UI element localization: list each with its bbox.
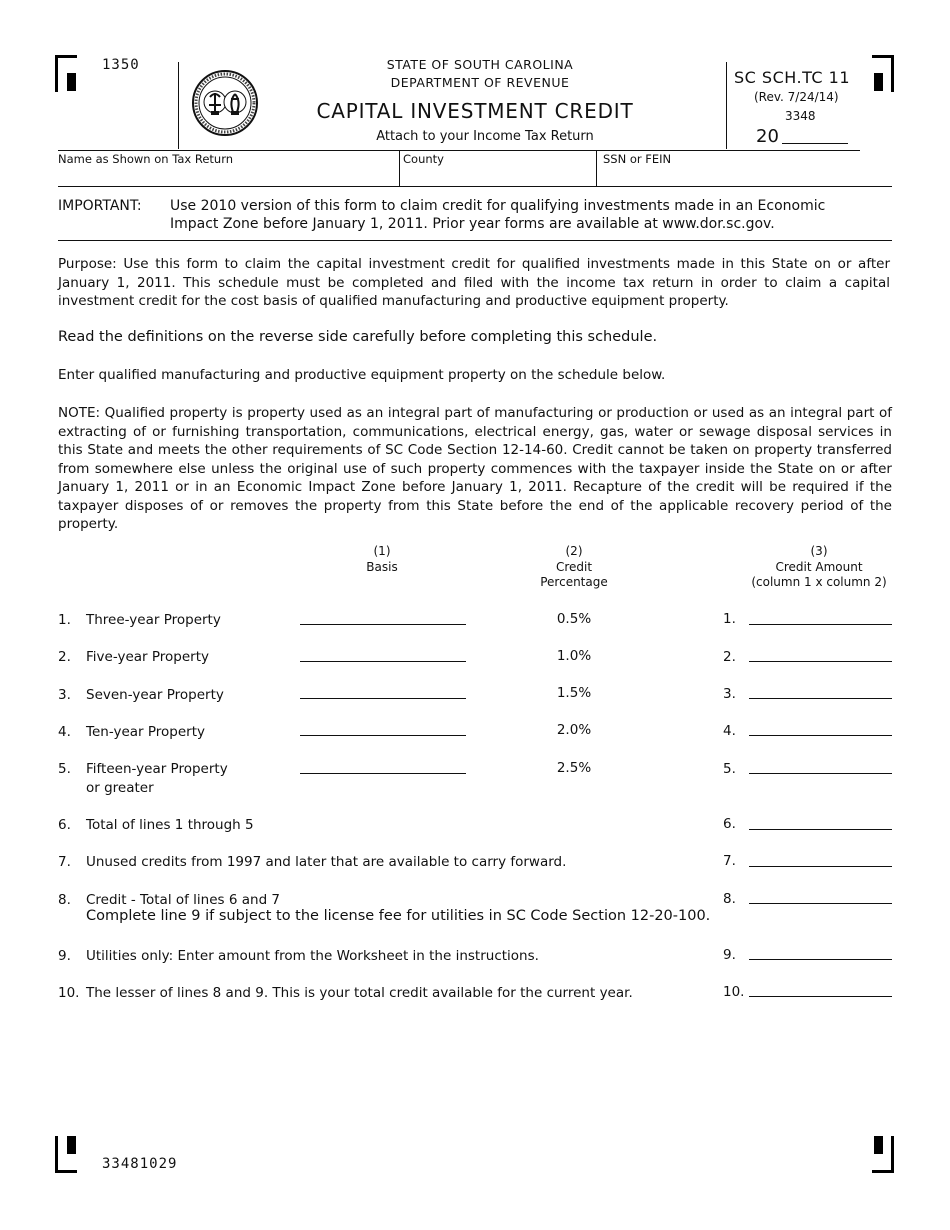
department-name: DEPARTMENT OF REVENUE: [390, 75, 570, 90]
line-4-amount-field[interactable]: [749, 735, 892, 736]
column-3-number: (3): [810, 544, 828, 558]
column-2-label-1: Credit: [555, 559, 593, 574]
line-6-label: Total of lines 1 through 5: [86, 817, 254, 833]
line-6-amount-number: 6.: [723, 816, 736, 832]
line-2-amount-field[interactable]: [749, 661, 892, 662]
fields-bottom-rule: [58, 186, 892, 187]
line-9-amount-field[interactable]: [749, 959, 892, 960]
important-rule: [58, 240, 892, 241]
line-3-basis-field[interactable]: [300, 698, 466, 699]
line-8-label: Credit - Total of lines 6 and 7: [86, 892, 281, 908]
header-divider-left: [178, 62, 179, 149]
line-5-basis-field[interactable]: [300, 773, 466, 774]
sequence-number-top: 1350: [102, 57, 140, 73]
county-field[interactable]: [403, 166, 593, 185]
line-3-percentage: 1.5%: [556, 685, 592, 701]
form-title: CAPITAL INVESTMENT CREDIT: [316, 99, 634, 123]
purpose-text: Purpose: Use this form to claim the capital investment credit for qualified investments made in this State on or after January 1, 2011. This schedule must be completed and filed with the income tax return in order to claim a capital investment credit for the cost basis of qualified manufacturing and productive equipment property.: [58, 256, 890, 309]
line-8-amount-number: 8.: [723, 891, 736, 907]
line-4-percentage: 2.0%: [556, 722, 592, 738]
column-1-number: (1): [373, 544, 391, 558]
sc-state-seal-icon: [191, 69, 259, 137]
column-2-header: [514, 544, 634, 591]
line-2-amount-number: 2.: [723, 649, 736, 665]
line-3-label: Seven-year Property: [86, 687, 224, 703]
tax-year-field[interactable]: [782, 143, 848, 144]
line-5-label-continued: or greater: [86, 780, 154, 796]
line-5-percentage: 2.5%: [556, 760, 592, 776]
ssn-field[interactable]: [603, 166, 889, 185]
column-3-label-2: (column 1 x column 2): [751, 575, 887, 589]
line-1-amount-field[interactable]: [749, 624, 892, 625]
line-9-amount-number: 9.: [723, 947, 736, 963]
line-5-amount-number: 5.: [723, 761, 736, 777]
line-1-basis-field[interactable]: [300, 624, 466, 625]
attach-instruction: Attach to your Income Tax Return: [376, 129, 594, 144]
important-label: IMPORTANT:: [58, 198, 142, 214]
important-text-line2: Impact Zone before January 1, 2011. Prior year forms are available at www.dor.sc.gov.: [170, 216, 775, 232]
column-3-label-1: Credit Amount: [775, 559, 863, 574]
county-field-label: County: [403, 152, 444, 166]
column-2-label-2: Percentage: [540, 575, 608, 589]
line-4-basis-field[interactable]: [300, 735, 466, 736]
column-1-label: Basis: [366, 559, 398, 574]
line-5-amount-field[interactable]: [749, 773, 892, 774]
line-8-instruction: Complete line 9 if subject to the license fee for utilities in SC Code Section 12-20-100.: [86, 908, 711, 924]
line-9-label: Utilities only: Enter amount from the Worksheet in the instructions.: [86, 948, 539, 964]
name-field-label: Name as Shown on Tax Return: [58, 152, 234, 166]
line-1-percentage: 0.5%: [556, 611, 592, 627]
revision-date: (Rev. 7/24/14): [754, 90, 839, 104]
enter-qualified-text: Enter qualified manufacturing and productive equipment property on the schedule below.: [58, 367, 666, 383]
line-7-amount-field[interactable]: [749, 866, 892, 867]
fields-top-rule: [58, 150, 860, 151]
line-6-amount-field[interactable]: [749, 829, 892, 830]
line-3-amount-number: 3.: [723, 686, 736, 702]
line-1-amount-number: 1.: [723, 611, 736, 627]
sequence-number-bottom: 33481029: [102, 1156, 178, 1172]
line-10-label: The lesser of lines 8 and 9. This is your total credit available for the current year.: [86, 985, 633, 1001]
line-7-number: 7.: [58, 854, 71, 870]
line-7-label: Unused credits from 1997 and later that are available to carry forward.: [86, 854, 567, 870]
line-1-number: 1.: [58, 612, 71, 628]
line-10-amount-field[interactable]: [749, 996, 892, 997]
line-8-amount-field[interactable]: [749, 903, 892, 904]
line-2-basis-field[interactable]: [300, 661, 466, 662]
line-9-number: 9.: [58, 948, 71, 964]
read-definitions-text: Read the definitions on the reverse side carefully before completing this schedule.: [58, 329, 658, 345]
line-4-number: 4.: [58, 724, 71, 740]
line-2-number: 2.: [58, 649, 71, 665]
important-text-line1: Use 2010 version of this form to claim credit for qualifying investments made in an Economic: [170, 198, 826, 214]
agency-name: STATE OF SOUTH CAROLINA: [386, 57, 574, 72]
column-3-header: [734, 544, 904, 591]
column-2-number: (2): [565, 544, 583, 558]
line-5-label: Fifteen-year Property: [86, 761, 228, 777]
column-1-header: [302, 544, 462, 575]
name-field[interactable]: [58, 166, 396, 185]
line-10-amount-number: 10.: [723, 984, 745, 1000]
line-7-amount-number: 7.: [723, 853, 736, 869]
line-8-number: 8.: [58, 892, 71, 908]
ssn-field-label: SSN or FEIN: [603, 152, 672, 166]
header-divider-right: [726, 62, 727, 149]
line-2-label: Five-year Property: [86, 649, 209, 665]
tax-year-prefix: 20: [756, 126, 779, 147]
line-4-label: Ten-year Property: [86, 724, 205, 740]
line-10-number: 10.: [58, 985, 80, 1001]
form-id: SC SCH.TC 11: [734, 68, 851, 87]
line-5-number: 5.: [58, 761, 71, 777]
line-2-percentage: 1.0%: [556, 648, 592, 664]
line-3-number: 3.: [58, 687, 71, 703]
field-divider-1: [399, 150, 400, 186]
form-code: 3348: [785, 109, 816, 123]
line-1-label: Three-year Property: [86, 612, 221, 628]
line-3-amount-field[interactable]: [749, 698, 892, 699]
line-4-amount-number: 4.: [723, 723, 736, 739]
field-divider-2: [596, 150, 597, 186]
line-6-number: 6.: [58, 817, 71, 833]
note-text: NOTE: Qualified property is property used as an integral part of manufacturing or production or used as an integral part of extracting of or furnishing transportation, communications, electrical energy, gas, water or sewage disposal services in this State and meets the other requirements of SC Code Section 12-14-60. Credit cannot be taken on property transferred from somewhere else unless the original use of such property commences with the taxpayer inside the State on or after January 1, 2011 or in an Economic Impact Zone before January 1, 2011. Recapture of the credit will be required if the taxpayer disposes of or removes the property from this State before the end of the applicable recovery period of the property.: [58, 405, 892, 532]
